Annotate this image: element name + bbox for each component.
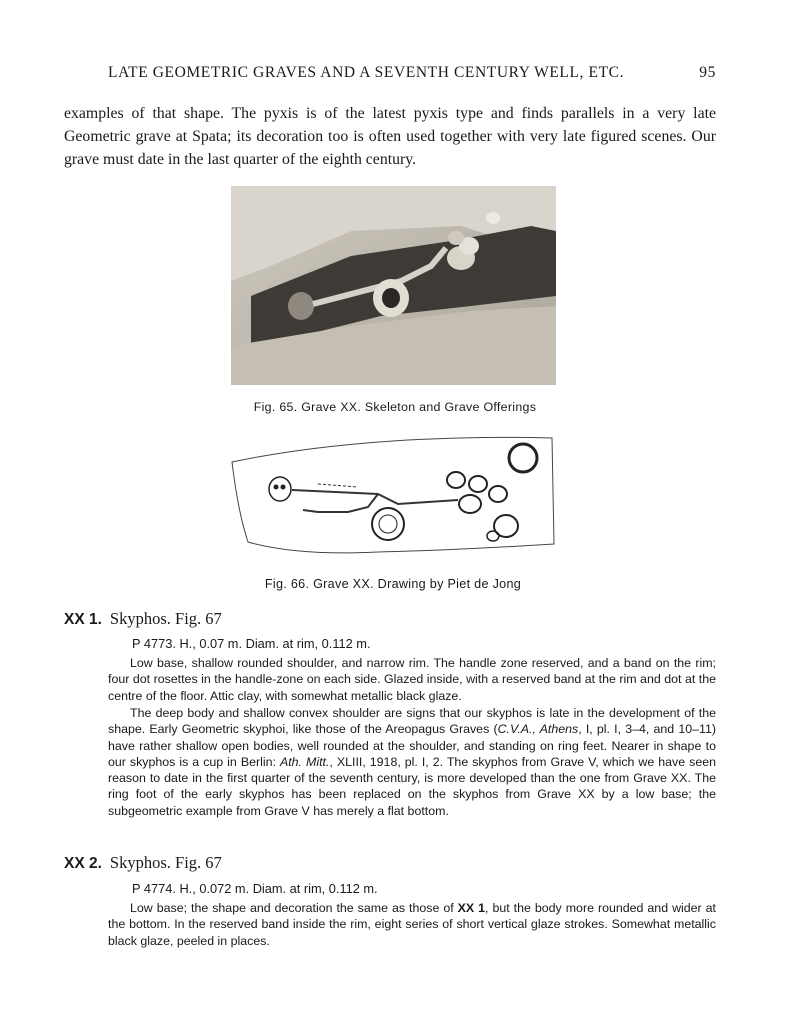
entry-discussion: The deep body and shallow convex shoulder are signs that our skyphos is late in the development of the shape. Early Geometric skyphoi, like those of the Areopagus Graves (C.V.A., Athens, I, pl. I, 3–4, and 10–11) have rather shallow open bodies, well rounded at the shoulder, and standing on ring feet. Nearer in shape to our skyphos is a cup in Berlin: Ath. Mitt., XLIII, 1918, pl. I, 2. The skyphos from Grave V, which we have seen reason to date in the first quarter of the seventh century, is more developed than the one from Grave XX. The ring foot of the early skyphos has been replaced on the skyphos from Grave XX by a low base; the subgeometric example from Grave V has merely a flat bottom. <box>108 706 717 818</box>
entry-heading <box>64 853 222 873</box>
figure-65-caption: Fig. 65. Grave XX. Skeleton and Grave Offerings <box>253 400 537 414</box>
intro-paragraph: examples of that shape. The pyxis is of the latest pyxis type and finds parallels in a very late Geometric grave at Spata; its decoration too is often used together with very late figured scenes. Our grave must date in the last quarter of the eighth century. <box>64 105 716 168</box>
entry-title: Skyphos. Fig. 67 <box>109 609 222 628</box>
running-header <box>108 64 716 82</box>
page-number: 95 <box>699 64 716 81</box>
header-title: LATE GEOMETRIC GRAVES AND A SEVENTH CENTURY WELL, ETC. <box>108 64 625 81</box>
entry-catalogue-data: P 4774. H., 0.072 m. Diam. at rim, 0.112 m. <box>132 881 378 896</box>
figure-66-caption: Fig. 66. Grave XX. Drawing by Piet de Jong <box>264 577 522 591</box>
entry-number: XX 2. <box>64 855 102 872</box>
entry-description: Low base, shallow rounded shoulder, and narrow rim. The handle zone reserved, and a band on the rim; four dot rosettes in the handle-zone on each side. Glazed inside, with a reserved band at the rim and dot at the centre of the floor. Attic clay, with somewhat metallic black glaze. <box>108 656 716 703</box>
entry-number: XX 1. <box>64 611 102 628</box>
entry-catalogue-data: P 4773. H., 0.07 m. Diam. at rim, 0.112 m. <box>132 636 371 651</box>
entry-description: Low base; the shape and decoration the same as those of XX 1, but the body more rounded and wider at the bottom. In the reserved band inside the rim, eight series of short vertical glaze strokes. Somewhat metallic black glaze, peeled in places. <box>108 901 716 948</box>
grave-photograph <box>231 186 556 385</box>
entry-heading <box>64 609 222 629</box>
entry-title: Skyphos. Fig. 67 <box>109 853 222 872</box>
grave-drawing <box>228 432 558 560</box>
